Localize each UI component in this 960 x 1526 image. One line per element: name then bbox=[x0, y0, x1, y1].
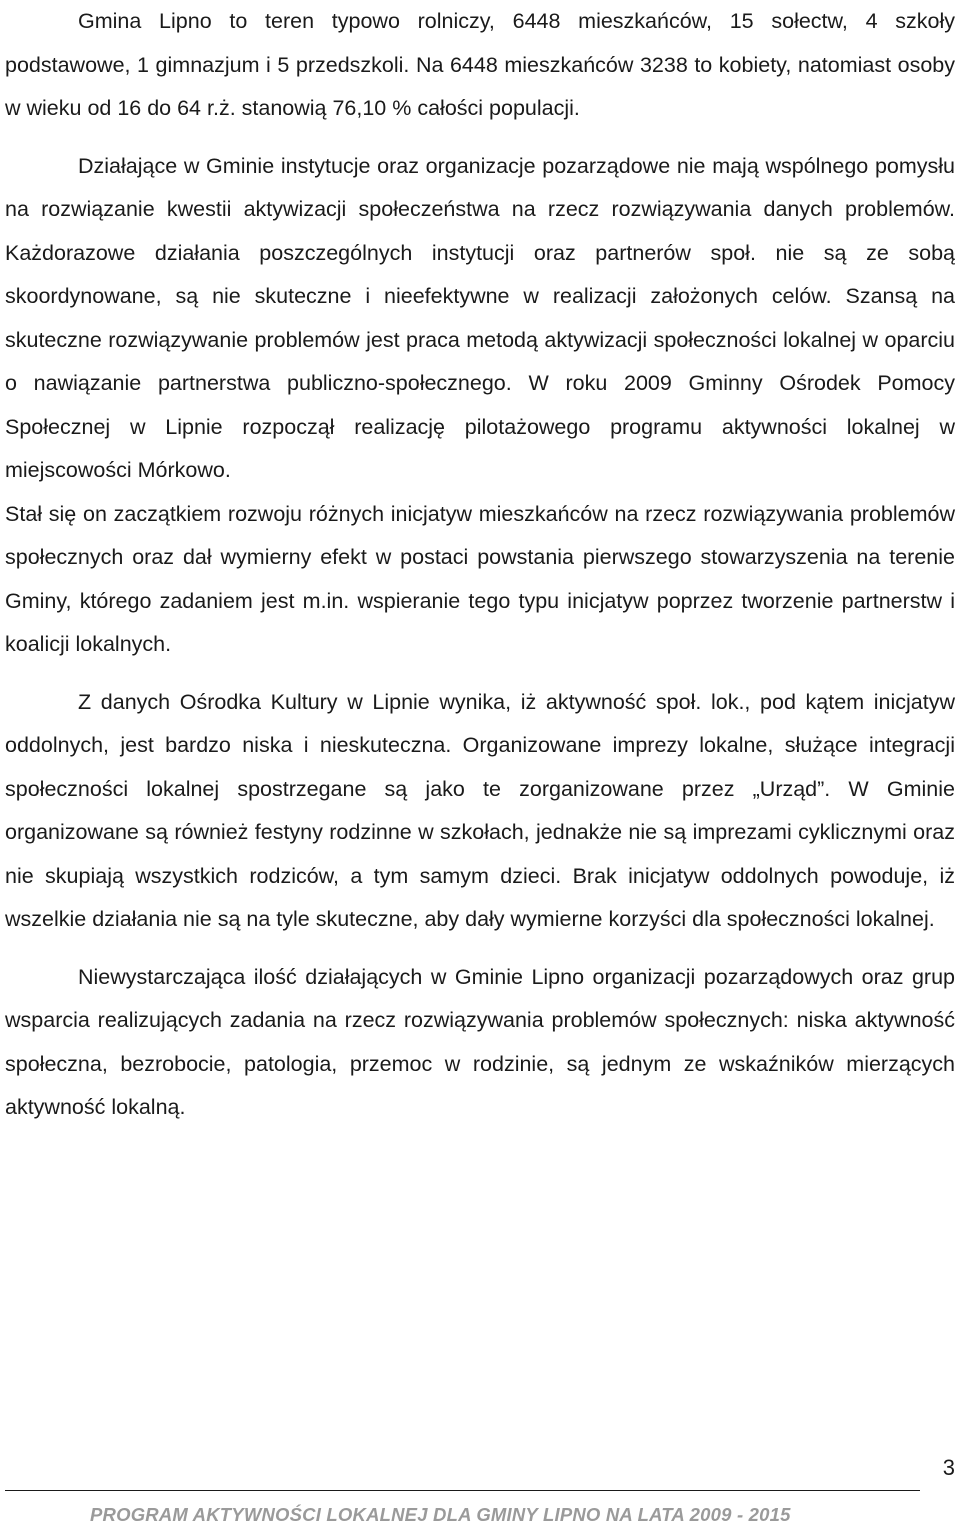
paragraph-ngo-shortage: Niewystarczająca ilość działających w Gminie Lipno organizacji pozarządowych oraz grup wsparcia realizujących zadania na rzecz rozwiązywania problemów społecznych: niska aktywność społeczna, bezrobocie, patologia, przemoc w rodzinie, są jednym ze wskaźników mierzących aktywność lokalną. bbox=[5, 964, 955, 1119]
paragraph-institutions: Działające w Gminie instytucje oraz organizacje pozarządowe nie mają wspólnego pomysłu na rozwiązanie kwestii aktywizacji społeczeństwa na rzecz rozwiązywania danych problemów. Każdorazowe działania poszczególnych instytucji oraz partnerów społ. nie są ze sobą skoordynowane, są nie skuteczne i nieefektywne w realizacji założonych celów. Szansą na skuteczne rozwiązywanie problemów jest praca metodą aktywizacji społeczności lokalnej w oparciu o nawiązanie partnerstwa publiczno-społecznego. W roku 2009 Gminny Ośrodek Pomocy Społecznej w Lipnie rozpoczął realizację pilotażowego programu aktywności lokalnej w miejscowości Mórkowo. bbox=[5, 153, 955, 482]
footer-divider bbox=[5, 1490, 920, 1491]
paragraph-culture-centre: Z danych Ośrodka Kultury w Lipnie wynika, iż aktywność społ. lok., pod kątem inicjatyw oddolnych, jest bardzo niska i nieskuteczna. Organizowane imprezy lokalne, służące integracji społeczności lokalnej spostrzegane są jako te zorganizowane przez „Urząd”. W Gminie organizowane są również festyny rodzinne w szkołach, jednakże nie są imprezami cyklicznymi oraz nie skupiają wszystkich rodziców, a tym samym dzieci. Brak inicjatyw oddolnych powoduje, iż wszelkie działania nie są na tyle skuteczne, aby dały wymierne korzyści dla społeczności lokalnej. bbox=[5, 689, 955, 931]
document-body bbox=[5, 0, 955, 1130]
page-number: 3 bbox=[942, 1455, 955, 1480]
paragraph-gmina-overview: Gmina Lipno to teren typowo rolniczy, 6448 mieszkańców, 15 sołectw, 4 szkoły podstawowe, 1 gimnazjum i 5 przedszkoli. Na 6448 mieszkańców 3238 to kobiety, natomiast osoby w wieku od 16 do 64 r.ż. stanowią 76,10 % całości populacji. bbox=[5, 9, 955, 120]
paragraph-association: Stał się on zaczątkiem rozwoju różnych inicjatyw mieszkańców na rzecz rozwiązywania problemów społecznych oraz dał wymierny efekt w postaci powstania pierwszego stowarzyszenia na terenie Gminy, którego zadaniem jest m.in. wspieranie tego typu inicjatyw poprzez tworzenie partnerstw i koalicji lokalnych. bbox=[5, 501, 955, 656]
page-footer: PROGRAM AKTYWNOŚCI LOKALNEJ DLA GMINY LIPNO NA LATA 2009 - 2015 bbox=[90, 1504, 791, 1525]
